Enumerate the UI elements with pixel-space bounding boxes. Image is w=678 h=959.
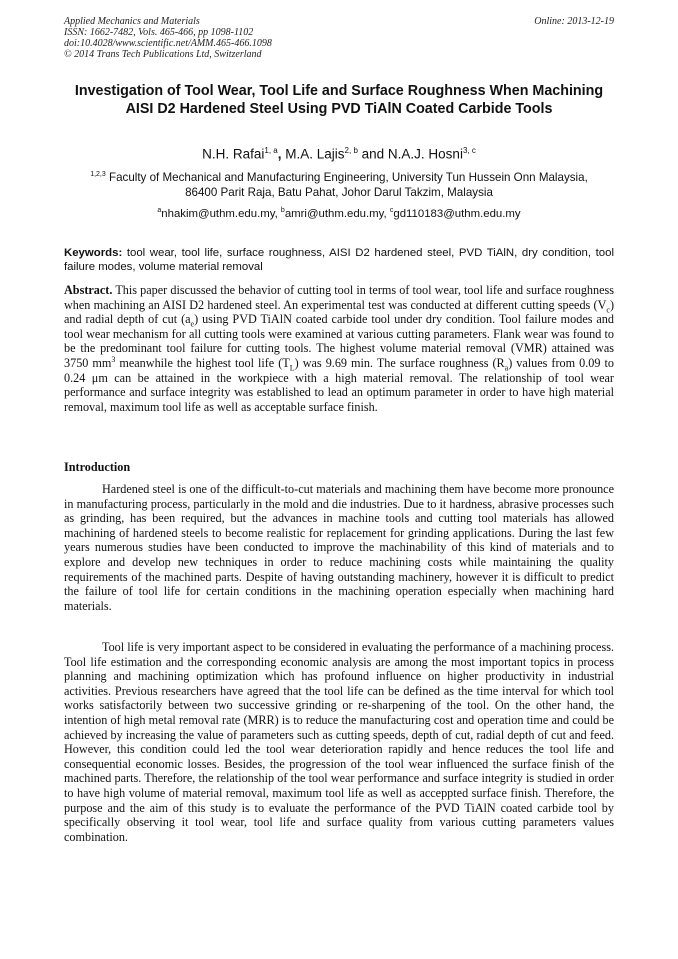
keywords-text: tool wear, tool life, surface roughness, AISI D2 hardened steel, PVD TiAlN, dry condition, tool failure modes, volume material removal <box>64 247 614 273</box>
author-superscript: 3, c <box>462 146 476 155</box>
abstract <box>64 283 614 414</box>
abstract-text: ) and radial depth of cut (a <box>64 297 614 327</box>
abstract-text: ) values from 0.09 to 0.24 μm can be attained in the workpiece with a high material removal. The relationship of tool wear performance and surface integrity was established to lead an optimum parameter in order to have high material removal, maximum tool life as well as acceptable surface finish. <box>64 355 614 414</box>
subscript: a <box>504 363 509 373</box>
email-superscript: a <box>157 207 162 214</box>
affiliation <box>64 167 614 200</box>
abstract-text: This paper discussed the behavior of cutting tool in terms of tool wear, tool life and surface roughness when machining an AISI D2 hardened steel. An experimental test was conducted at different cutting speeds (V <box>64 283 614 312</box>
abstract-label: Abstract. <box>64 283 113 297</box>
email-superscript: c <box>389 207 394 214</box>
author-superscript: 1, a <box>264 146 278 155</box>
journal-header <box>64 16 614 60</box>
subscript: L <box>289 363 295 373</box>
email-superscript: b <box>280 207 285 214</box>
intro-paragraph-1: Hardened steel is one of the difficult-to-cut materials and machining them have become more pronounce in manufacturing process, particularly in the mold and die industries. Due to it hardness, abrasive processes such as grinding, has been required, but the advances in machine tools and cutting tool materials has allowed machining of hardened steels to become realistic for replacement for grinding applications. During the last few years numerous studies have been conducted to improve the machinability of this kind of materials and to explore and develop new techniques in order to reduce machining costs while maintaining the quality requirements of the machined parts. Despite of having outstanding machinery, however it is difficult to predict the failure of tool life for certain conditions in the machining operation especially when machining hard materials. <box>64 482 614 613</box>
copyright-line: © 2014 Trans Tech Publications Ltd, Switzerland <box>64 49 262 60</box>
journal-name: Applied Mechanics and Materials <box>64 16 200 27</box>
online-date: Online: 2013-12-19 <box>534 16 614 27</box>
section-heading-introduction: Introduction <box>64 460 131 474</box>
email-link[interactable]: nhakim@uthm.edu.my, <box>161 207 281 220</box>
author-list <box>64 142 614 164</box>
subscript: c <box>606 305 610 315</box>
author-emails <box>64 204 614 221</box>
paper-title: Investigation of Tool Wear, Tool Life and Surface Roughness When Machining AISI D2 Hardened Steel Using PVD TiAlN Coated Carbide Tools <box>74 83 604 117</box>
keywords-label: Keywords: <box>64 247 123 259</box>
abstract-text: ) using PVD TiAlN coated carbide tool under dry condition. Tool failure modes and tool wear mechanism for all cutting tools were examined at various cutting parameters. Flank wear was found to be the predominant tool failure for cutting tools. The highest volume material removal (VMR) attained was 3750 mm <box>64 312 614 370</box>
affiliation-superscript: 1,2,3 <box>90 171 106 178</box>
subscript: e <box>190 319 195 329</box>
superscript: 3 <box>111 354 116 364</box>
affiliation-line: 86400 Parit Raja, Batu Pahat, Johor Darul Takzim, Malaysia <box>185 185 493 199</box>
abstract-text: ) was 9.69 min. The surface roughness (R <box>294 355 505 370</box>
author-separator: , <box>277 146 286 162</box>
intro-paragraph-2: Tool life is very important aspect to be considered in evaluating the performance of a machining process. Tool life estimation and the corresponding economic analysis are among the most important topics in process planning and machining optimization which has profound influence on higher productivity in industrial activities. Previous researchers have agreed that the tool life can be defined as the time interval for which tool works satisfactorily between two successive grinding or re-sharpening of the tool. On the other hand, the intention of high metal removal rate (MRR) is to reduce the manufacturing cost and operation time and could be achieved by increasing the value of parameters such as cutting speeds, depth of cut, radial depth of cut and feed. However, this condition could led the tool wear deterioration rapidly and hence reduces the tool life and consequential economic losses. Besides, the progression of the tool wear influenced the surface finish of the machined parts. Therefore, the relationship of the tool wear performance and surface integrity is studied in order to have high volume of material removal, maximum tool life as well as acceppted surface finish. Therefore, the purpose and the aim of this study is to evaluate the performance of the PVD TiAlN coated carbide tool by specifically observing it tool wear, tool life and surface quality from various cutting parameters values combination. <box>64 640 614 844</box>
author-superscript: 2, b <box>344 146 358 155</box>
abstract-text: meanwhile the highest tool life (T <box>115 355 290 370</box>
issn-line: ISSN: 1662-7482, Vols. 465-466, pp 1098-1102 <box>64 27 254 38</box>
author-name: N.A.J. Hosni <box>387 146 463 162</box>
author-separator: and <box>357 146 388 162</box>
author-name: M.A. Lajis <box>285 146 345 162</box>
email-link[interactable]: gd110183@uthm.edu.my <box>393 207 521 220</box>
email-link[interactable]: amri@uthm.edu.my, <box>284 207 390 220</box>
author-name: N.H. Rafai <box>202 146 265 162</box>
keywords <box>64 246 614 274</box>
doi-line: doi:10.4028/www.scientific.net/AMM.465-466.1098 <box>64 38 272 49</box>
affiliation-line: Faculty of Mechanical and Manufacturing Engineering, University Tun Hussein Onn Malaysia, <box>105 170 588 184</box>
